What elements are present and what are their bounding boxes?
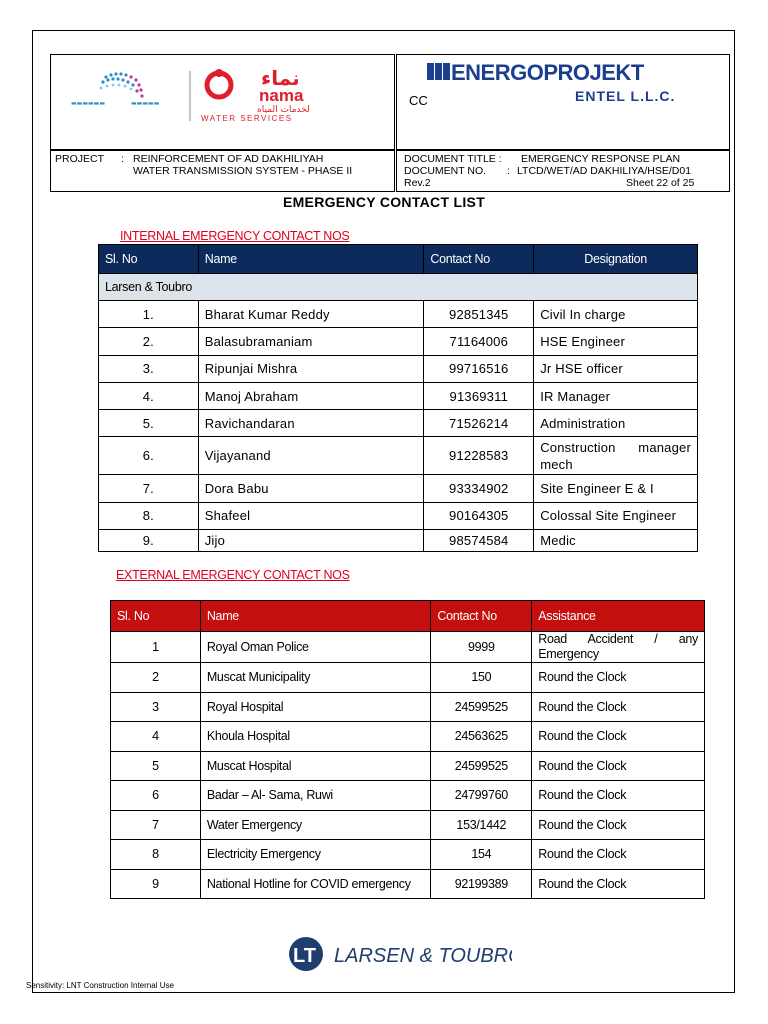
col-sl-no: Sl. No xyxy=(99,245,199,274)
internal-contacts-table xyxy=(98,244,698,552)
project-info-box: PROJECT : REINFORCEMENT OF AD DAKHILIYAH WATER TRANSMISSION SYSTEM - PHASE II xyxy=(50,150,395,192)
col-assistance: Assistance xyxy=(532,601,705,632)
table-row: 5 Muscat Hospital 24599525 Round the Clock xyxy=(111,751,705,781)
doc-no-label: DOCUMENT NO. xyxy=(404,165,487,177)
client-logo-box xyxy=(50,54,395,150)
svg-text:ENERGOPROJEKT: ENERGOPROJEKT xyxy=(451,60,644,85)
table-row: 3 Royal Hospital 24599525 Round the Clock xyxy=(111,692,705,722)
table-row: 7. Dora Babu 93334902 Site Engineer E & I xyxy=(99,475,698,502)
internal-table-header xyxy=(99,245,698,274)
svg-text:▬▬▬▬▬: ▬▬▬▬▬ xyxy=(131,100,160,107)
col-name: Name xyxy=(198,245,424,274)
table-row: 4. Manoj Abraham 91369311 IR Manager xyxy=(99,382,698,409)
project-line-2: WATER TRANSMISSION SYSTEM - PHASE II xyxy=(133,165,353,177)
table-row: 8 Electricity Emergency 154 Round the Clock xyxy=(111,840,705,870)
table-row: 9. Jijo 98574584 Medic xyxy=(99,530,698,552)
col-designation: Designation xyxy=(534,245,698,274)
sensitivity-label: Sensitivity: LNT Construction Internal Use xyxy=(26,981,174,990)
col-contact-no: Contact No xyxy=(431,601,532,632)
svg-text:nama: nama xyxy=(259,86,304,105)
table-row: 7 Water Emergency 153/1442 Round the Clock xyxy=(111,810,705,840)
table-row: 3. Ripunjai Mishra 99716516 Jr HSE officer xyxy=(99,355,698,382)
col-name: Name xyxy=(200,601,431,632)
external-table-header xyxy=(111,601,705,632)
external-heading: EXTERNAL EMERGENCY CONTACT NOS xyxy=(116,568,350,582)
lt-emblem-icon xyxy=(282,929,512,979)
svg-text:▬▬▬▬▬▬: ▬▬▬▬▬▬ xyxy=(71,100,106,107)
sheet-number: Sheet 22 of 25 xyxy=(626,177,695,189)
revision: Rev.2 xyxy=(404,177,431,189)
larsen-toubro-logo xyxy=(282,929,512,979)
document-info-box: DOCUMENT TITLE : EMERGENCY RESPONSE PLAN DOCUMENT NO. : LTCD/WET/AD DAKHILIYA/HSE/D01 Rev.2 Sheet 22 of 25 xyxy=(396,150,730,192)
doc-title-label: DOCUMENT TITLE : xyxy=(404,153,502,165)
group-row xyxy=(99,274,698,301)
svg-text:ENTEL L.L.C.: ENTEL L.L.C. xyxy=(575,88,676,104)
table-row: 2 Muscat Municipality 150 Round the Clock xyxy=(111,663,705,693)
col-sl-no: Sl. No xyxy=(111,601,201,632)
doc-title: EMERGENCY RESPONSE PLAN xyxy=(521,153,681,165)
table-row: 5. Ravichandaran 71526214 Administration xyxy=(99,410,698,437)
svg-text:نماء: نماء xyxy=(261,66,300,90)
col-contact-no: Contact No xyxy=(424,245,534,274)
internal-heading: INTERNAL EMERGENCY CONTACT NOS xyxy=(120,229,350,243)
svg-text:CC: CC xyxy=(409,93,428,108)
table-row: 2. Balasubramaniam 71164006 HSE Engineer xyxy=(99,328,698,355)
svg-text:LARSEN & TOUBRO: LARSEN & TOUBRO xyxy=(334,945,512,967)
energoprojekt-logo xyxy=(397,55,729,147)
table-row: 9 National Hotline for COVID emergency 92199389 Round the Clock xyxy=(111,869,705,899)
table-row: 6. Vijayanand 91228583 Construction manager mech xyxy=(99,437,698,475)
page-title: EMERGENCY CONTACT LIST xyxy=(282,194,486,210)
project-line-1: REINFORCEMENT OF AD DAKHILIYAH xyxy=(133,153,324,165)
table-row: 1 Royal Oman Police 9999 Road Accident / any Emergency xyxy=(111,632,705,663)
table-row: 8. Shafeel 90164305 Colossal Site Engineer xyxy=(99,502,698,529)
contractor-logo-box xyxy=(396,54,730,150)
table-row: 6 Badar – Al- Sama, Ruwi 24799760 Round the Clock xyxy=(111,781,705,811)
doc-no: LTCD/WET/AD DAKHILIYA/HSE/D01 xyxy=(517,165,692,177)
svg-text:WATER SERVICES: WATER SERVICES xyxy=(201,114,293,123)
table-row: 4 Khoula Hospital 24563625 Round the Clock xyxy=(111,722,705,752)
svg-text:LT: LT xyxy=(293,945,316,967)
company-group: Larsen & Toubro xyxy=(99,274,698,301)
external-contacts-table xyxy=(110,600,705,899)
svg-text:لخدمات المياه: لخدمات المياه xyxy=(257,105,310,115)
project-label: PROJECT xyxy=(55,153,105,165)
nama-logo xyxy=(51,55,393,147)
table-row: 1. Bharat Kumar Reddy 92851345 Civil In charge xyxy=(99,301,698,328)
